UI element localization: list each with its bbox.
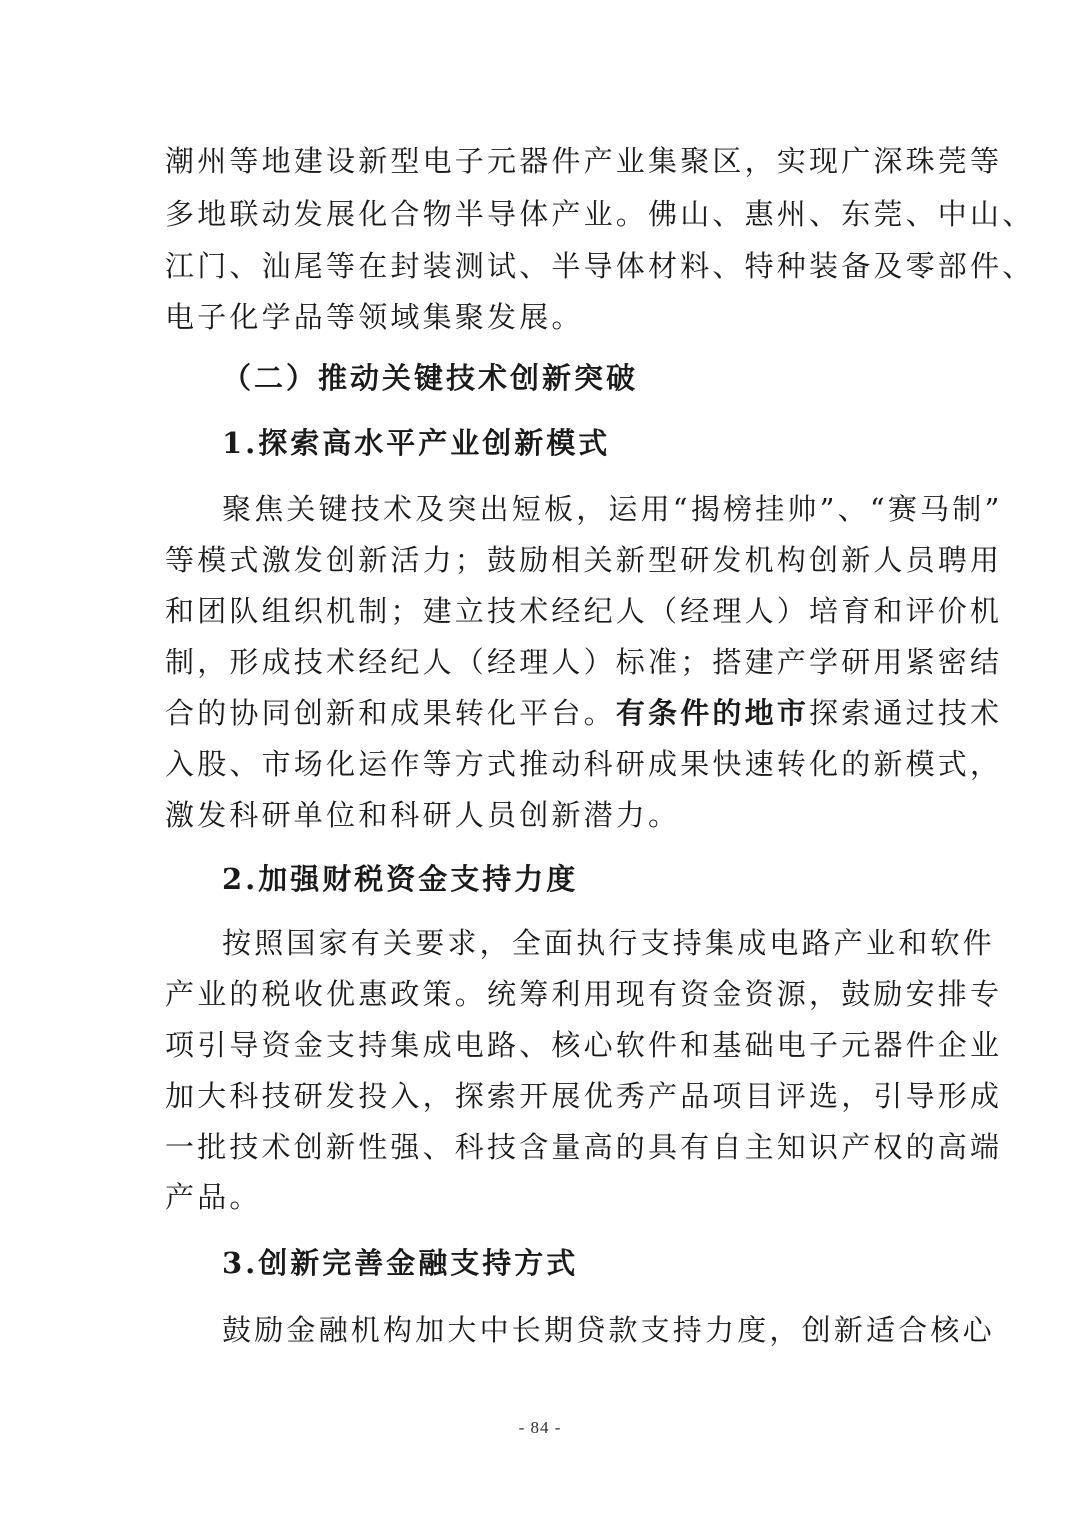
sub2-line-2: 产业的税收优惠政策。统筹利用现有资金资源，鼓励安排专 — [165, 977, 1003, 1011]
subsection-2-title: 2.加强财税资金支持力度 — [222, 862, 579, 896]
sub2-line-6: 产品。 — [165, 1180, 262, 1214]
intro-line-2: 多地联动发展化合物半导体产业。佛山、惠州、东莞、中山、 — [165, 197, 1035, 231]
page-number: - 84 - — [518, 1418, 562, 1437]
sub1-line-6: 入股、市场化运作等方式推动科研成果快速转化的新模式， — [165, 747, 1003, 781]
subsection-3-title: 3.创新完善金融支持方式 — [222, 1246, 579, 1280]
sub3-line-1: 鼓励金融机构加大中长期贷款支持力度，创新适合核心 — [222, 1313, 995, 1347]
sub1-line-7: 激发科研单位和科研人员创新潜力。 — [165, 798, 681, 832]
sub1-line-4: 制，形成技术经纪人（经理人）标准；搭建产学研用紧密结 — [165, 645, 1003, 679]
sub1-line-5 — [165, 688, 1003, 738]
intro-line-1: 潮州等地建设新型电子元器件产业集聚区，实现广深珠莞等 — [165, 144, 1003, 178]
sub1-line-5-after: 探索通过技术 — [809, 696, 1003, 730]
subsection-1-title: 1.探索高水平产业创新模式 — [222, 426, 611, 460]
intro-line-3: 江门、汕尾等在封装测试、半导体材料、特种装备及零部件、 — [165, 249, 1035, 283]
intro-line-4: 电子化学品等领域集聚发展。 — [165, 300, 584, 334]
sub1-line-5-bold: 有条件的地市 — [615, 696, 810, 730]
sub1-line-5-before: 合的协同创新和成果转化平台。 — [165, 696, 616, 730]
sub1-line-1: 聚焦关键技术及突出短板，运用“揭榜挂帅”、“赛马制” — [222, 492, 1003, 526]
sub1-line-3: 和团队组织机制；建立技术经纪人（经理人）培育和评价机 — [165, 594, 1003, 628]
sub2-line-4: 加大科技研发投入，探索开展优秀产品项目评选，引导形成 — [165, 1079, 1003, 1113]
sub2-line-1: 按照国家有关要求，全面执行支持集成电路产业和软件 — [222, 926, 995, 960]
section-heading: （二）推动关键技术创新突破 — [222, 361, 639, 395]
sub2-line-5: 一批技术创新性强、科技含量高的具有自主知识产权的高端 — [165, 1130, 1003, 1164]
sub2-line-3: 项引导资金支持集成电路、核心软件和基础电子元器件企业 — [165, 1028, 1003, 1062]
sub1-line-2: 等模式激发创新活力；鼓励相关新型研发机构创新人员聘用 — [165, 543, 1003, 577]
